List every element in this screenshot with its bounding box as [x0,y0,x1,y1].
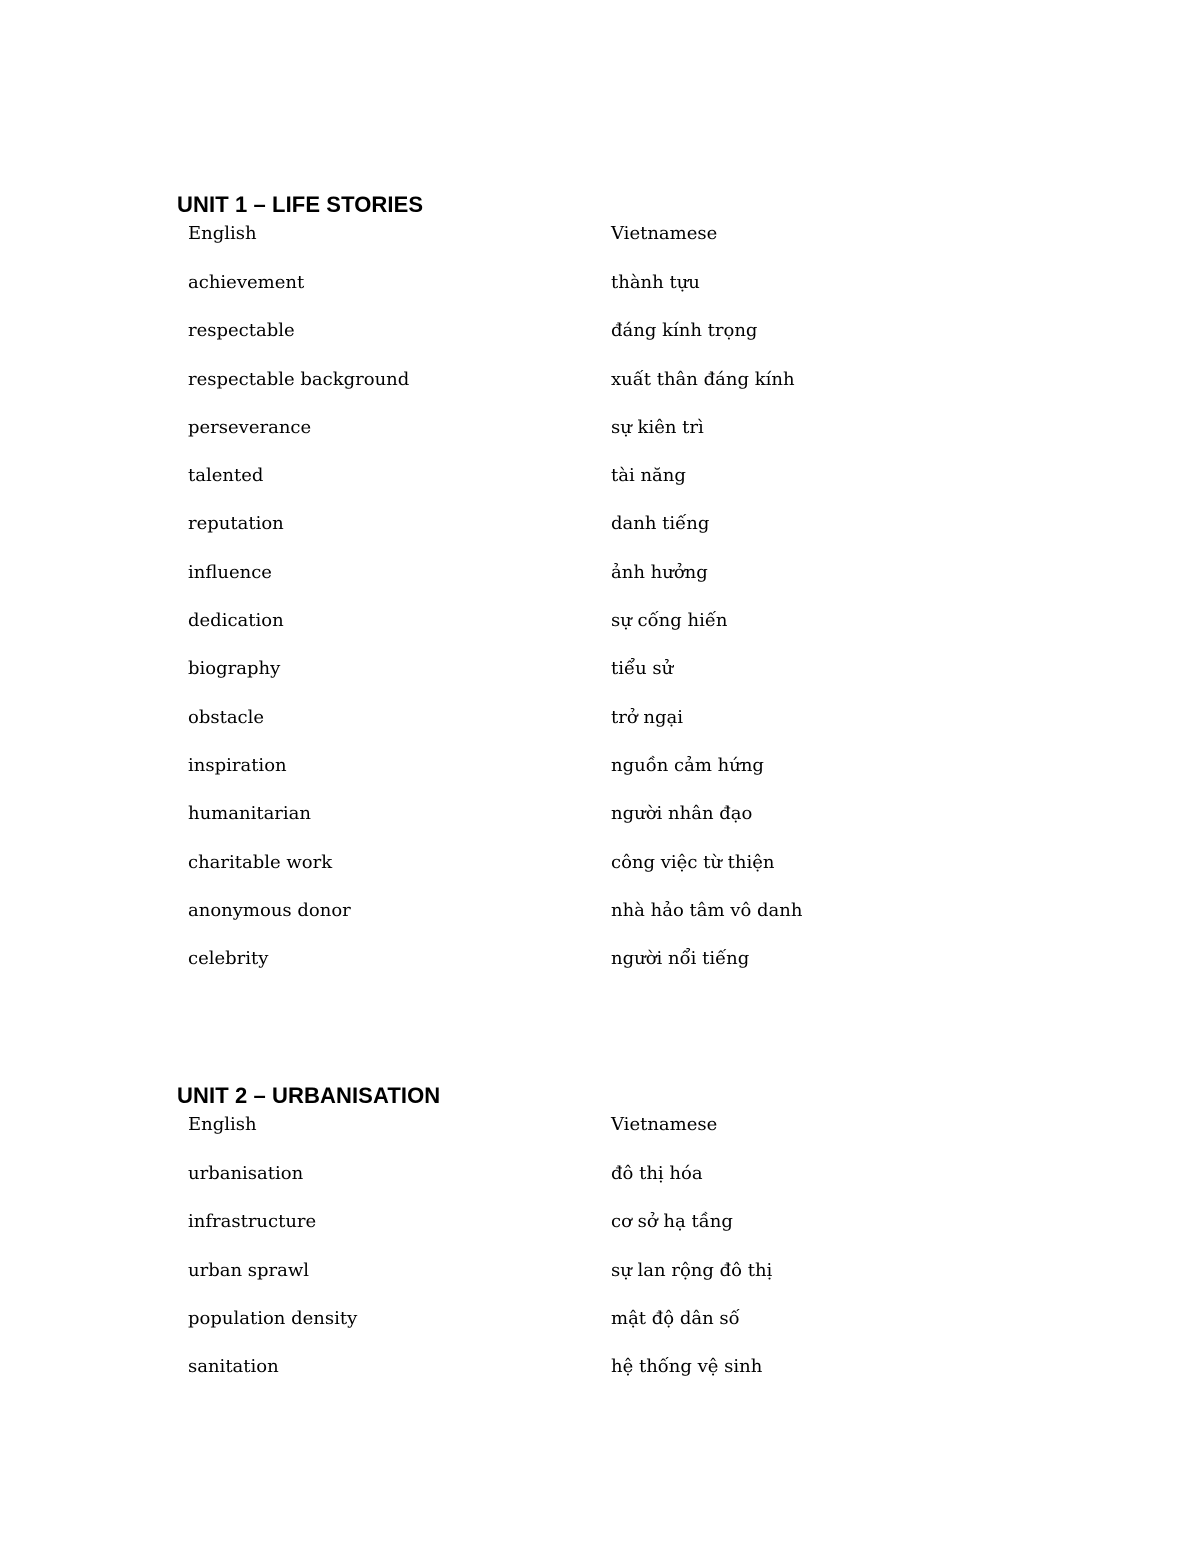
table-row [188,755,1011,803]
english-term: perseverance [188,416,312,438]
table-row [188,513,1011,561]
english-term: population density [188,1307,358,1329]
table-row [188,369,1011,417]
table-row [188,272,1011,320]
english-term: urbanisation [188,1163,304,1184]
table-row [188,803,1011,851]
vietnamese-term: trở ngại [611,706,683,728]
vietnamese-column-header: Vietnamese [611,1114,718,1135]
table-row [188,562,1011,610]
vietnamese-term: đô thị hóa [611,1163,703,1184]
english-term: inspiration [188,754,287,776]
english-term: urban sprawl [188,1259,310,1281]
table-row [188,707,1011,755]
english-term: sanitation [188,1356,279,1378]
table-row [188,1211,1011,1259]
table-row [188,1260,1011,1308]
vietnamese-term: sự lan rộng đô thị [611,1259,773,1281]
vietnamese-term: nhà hảo tâm vô danh [611,899,803,921]
unit-1-section [177,190,1077,996]
vietnamese-term: thành tựu [611,272,700,293]
table-row [188,948,1011,996]
unit-2-section [177,1081,1077,1404]
vietnamese-term: mật độ dân số [611,1307,740,1329]
english-term: anonymous donor [188,899,351,921]
table-header-row [188,223,1011,272]
vietnamese-term: nguồn cảm hứng [611,754,764,776]
table-row [188,417,1011,465]
vietnamese-term: sự kiên trì [611,416,704,438]
table-row [188,1308,1011,1356]
english-term: respectable background [188,368,410,390]
table-header-row [188,1114,1011,1163]
unit-1-title: UNIT 1 – LIFE STORIES [177,192,424,217]
english-term: talented [188,465,264,487]
vietnamese-term: cơ sở hạ tầng [611,1211,733,1233]
unit-2-vocab-table [188,1114,1011,1404]
vietnamese-term: xuất thân đáng kính [611,368,795,390]
table-row [188,1356,1011,1404]
english-term: dedication [188,610,284,632]
english-term: charitable work [188,851,333,873]
table-row [188,900,1011,948]
vietnamese-term: hệ thống vệ sinh [611,1356,763,1378]
vietnamese-term: sự cống hiến [611,610,728,632]
english-term: achievement [188,272,305,293]
vietnamese-term: danh tiếng [611,513,710,535]
vietnamese-term: tiểu sử [611,658,674,680]
english-term: biography [188,658,281,680]
english-term: humanitarian [188,803,311,825]
unit-1-vocab-table [188,223,1011,996]
vietnamese-term: người nhân đạo [611,803,753,825]
vietnamese-term: đáng kính trọng [611,320,758,342]
vietnamese-column-header: Vietnamese [611,223,718,244]
english-term: reputation [188,513,284,535]
vietnamese-term: người nổi tiếng [611,948,750,970]
table-row [188,610,1011,658]
vietnamese-term: tài năng [611,465,686,487]
english-term: influence [188,561,272,583]
table-row [188,1163,1011,1211]
table-row [188,320,1011,368]
english-column-header: English [188,223,257,244]
table-row [188,852,1011,900]
english-term: celebrity [188,948,269,970]
vietnamese-term: công việc từ thiện [611,851,775,873]
english-term: respectable [188,320,295,342]
unit-2-title: UNIT 2 – URBANISATION [177,1083,441,1108]
vietnamese-term: ảnh hưởng [611,561,708,583]
english-term: obstacle [188,706,265,728]
english-column-header: English [188,1114,257,1135]
table-row [188,465,1011,513]
english-term: infrastructure [188,1211,317,1233]
table-row [188,658,1011,706]
